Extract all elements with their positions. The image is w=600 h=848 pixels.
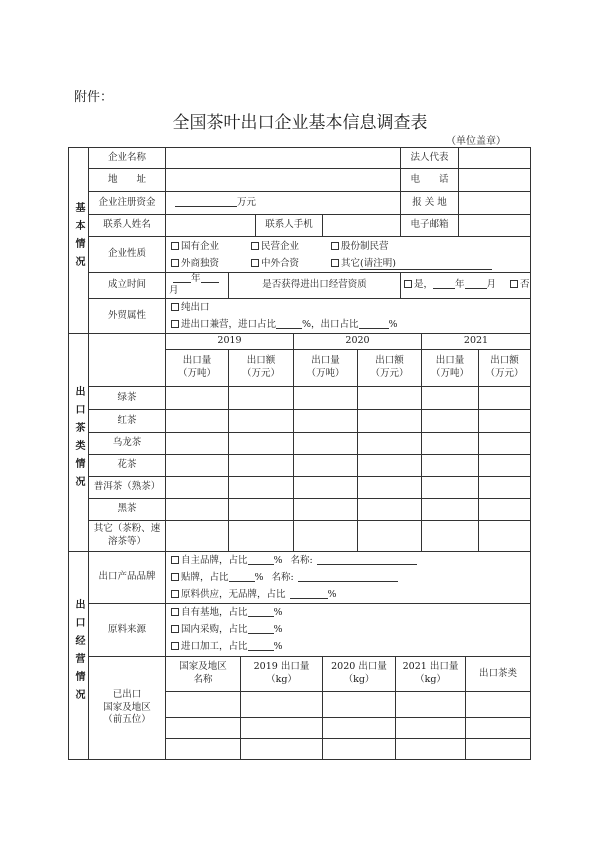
value-header-unit: （万元） bbox=[370, 367, 409, 379]
option-label: 进口加工，占比 bbox=[181, 641, 248, 653]
country-volume-2019-field[interactable] bbox=[241, 738, 323, 759]
oem-brand-name-field[interactable] bbox=[298, 572, 398, 582]
checkbox[interactable] bbox=[171, 259, 179, 267]
email-field[interactable] bbox=[459, 215, 531, 237]
brand-label: 出口产品品牌 bbox=[89, 551, 166, 603]
own-base-share-field[interactable] bbox=[248, 607, 274, 617]
tea-category-label: 普洱茶（熟茶） bbox=[89, 476, 166, 498]
country-volume-2021-field[interactable] bbox=[396, 738, 466, 759]
volume-2021-field[interactable] bbox=[422, 409, 479, 432]
source-option-import[interactable] bbox=[169, 638, 527, 655]
option-label: 进出口兼营，进口占比 bbox=[181, 318, 277, 330]
volume-2020-field[interactable] bbox=[294, 386, 358, 409]
value-2020-field[interactable] bbox=[358, 409, 422, 432]
country-volume-2020-field[interactable] bbox=[323, 717, 396, 738]
volume-2019-header: 2019 出口量（kg） bbox=[241, 656, 323, 691]
export-share-field[interactable] bbox=[359, 319, 389, 329]
volume-header bbox=[166, 349, 229, 386]
percent-sign: % bbox=[327, 588, 337, 600]
value-header-unit: （万元） bbox=[241, 367, 280, 379]
volume-2020-field[interactable] bbox=[294, 520, 358, 551]
volume-2021-field[interactable] bbox=[422, 432, 479, 454]
export-tea-table bbox=[68, 333, 531, 552]
percent-sign: % bbox=[273, 554, 283, 566]
value-2021-field[interactable] bbox=[479, 520, 531, 551]
basic-info-section-cell bbox=[69, 148, 89, 334]
company-type-options bbox=[166, 237, 531, 273]
tea-header-blank bbox=[89, 333, 166, 386]
option-label: 纯出口 bbox=[181, 301, 210, 313]
percent-sign: % bbox=[273, 607, 283, 619]
registered-capital-cell bbox=[166, 192, 401, 215]
country-volume-2021-field[interactable] bbox=[396, 691, 466, 717]
company-type-label: 企业性质 bbox=[89, 237, 166, 273]
option-label: 国内采购，占比 bbox=[181, 624, 248, 636]
year-2019-header: 2019 bbox=[166, 333, 294, 349]
country-name-field[interactable] bbox=[166, 691, 241, 717]
countries-label-line: 国家及地区 bbox=[103, 701, 151, 713]
volume-header bbox=[422, 349, 479, 386]
checkbox[interactable] bbox=[171, 573, 179, 581]
own-brand-name-field[interactable] bbox=[317, 555, 417, 565]
raw-supply-share-field[interactable] bbox=[290, 589, 328, 599]
value-2021-field[interactable] bbox=[479, 476, 531, 498]
volume-2019-field[interactable] bbox=[166, 498, 229, 520]
volume-2020-field[interactable] bbox=[294, 409, 358, 432]
qualification-year-field[interactable] bbox=[433, 279, 455, 289]
source-option-own-base[interactable] bbox=[169, 604, 527, 621]
option-label: 是， bbox=[414, 279, 434, 291]
source-label: 原料来源 bbox=[89, 603, 166, 656]
basic-info-table bbox=[68, 147, 531, 334]
value-header-name: 出口额 bbox=[490, 355, 519, 367]
option-label: 自有基地，占比 bbox=[181, 607, 248, 619]
checkbox[interactable] bbox=[404, 280, 412, 288]
checkbox[interactable] bbox=[171, 590, 179, 598]
volume-2020-field[interactable] bbox=[294, 454, 358, 476]
trade-qualification-options bbox=[401, 273, 531, 299]
percent-sign: % bbox=[273, 624, 283, 636]
country-tea-type-field[interactable] bbox=[466, 738, 531, 759]
tea-type-header: 出口茶类 bbox=[466, 656, 531, 691]
trade-option-export-only[interactable] bbox=[169, 299, 527, 316]
company-type-option-state-owned[interactable] bbox=[171, 238, 251, 255]
trade-qualification-label: 是否获得进出口经营资质 bbox=[229, 273, 401, 299]
value-2019-field[interactable] bbox=[229, 476, 294, 498]
year-2020-header: 2020 bbox=[294, 333, 422, 349]
volume-header bbox=[294, 349, 358, 386]
percent-sign: % bbox=[254, 571, 264, 583]
tea-category-label: 绿茶 bbox=[89, 386, 166, 409]
country-name-field[interactable] bbox=[166, 717, 241, 738]
value-2021-field[interactable] bbox=[479, 432, 531, 454]
country-volume-2020-field[interactable] bbox=[323, 691, 396, 717]
email-label: 电子邮箱 bbox=[401, 215, 459, 237]
tea-category-label: 红茶 bbox=[89, 409, 166, 432]
source-option-domestic[interactable] bbox=[169, 621, 527, 638]
founded-month-field[interactable] bbox=[201, 273, 219, 283]
percent-sign: % bbox=[273, 641, 283, 653]
founded-year-field[interactable] bbox=[173, 273, 191, 283]
company-type-option-joint-venture[interactable] bbox=[251, 255, 331, 272]
oem-share-field[interactable] bbox=[229, 572, 255, 582]
founded-label: 成立时间 bbox=[89, 273, 166, 299]
founded-cell bbox=[166, 273, 229, 299]
checkbox[interactable] bbox=[171, 320, 179, 328]
country-volume-2019-field[interactable] bbox=[241, 691, 323, 717]
company-type-option-private[interactable] bbox=[251, 238, 331, 255]
value-2020-field[interactable] bbox=[358, 498, 422, 520]
qualification-no-option[interactable] bbox=[510, 279, 530, 290]
volume-2019-field[interactable] bbox=[166, 476, 229, 498]
brand-option-oem[interactable] bbox=[169, 569, 527, 586]
volume-2019-field[interactable] bbox=[166, 386, 229, 409]
value-header-name: 出口额 bbox=[246, 355, 276, 367]
checkbox[interactable] bbox=[331, 259, 339, 267]
company-name-field[interactable] bbox=[166, 148, 401, 169]
checkbox[interactable] bbox=[171, 642, 179, 650]
export-operations-table bbox=[68, 551, 531, 760]
export-tea-section-label: 出口茶类情况 bbox=[73, 386, 84, 495]
value-2021-field[interactable] bbox=[479, 498, 531, 520]
countries-label-line: 已出口 bbox=[112, 689, 142, 701]
checkbox[interactable] bbox=[510, 280, 518, 288]
checkbox[interactable] bbox=[251, 259, 259, 267]
option-label: 原料供应，无品牌，占比 bbox=[181, 588, 286, 600]
export-operations-section-cell bbox=[69, 551, 89, 759]
seal-note: （单位盖章） bbox=[446, 136, 506, 147]
option-label: 中外合资 bbox=[261, 257, 300, 269]
year-suffix: 年 bbox=[191, 273, 201, 284]
volume-2020-field[interactable] bbox=[294, 498, 358, 520]
checkbox[interactable] bbox=[171, 625, 179, 633]
value-2019-field[interactable] bbox=[229, 432, 294, 454]
source-options bbox=[166, 603, 531, 656]
export-tea-section-cell bbox=[69, 333, 89, 551]
checkbox[interactable] bbox=[331, 242, 339, 250]
volume-header-unit: （万吨） bbox=[430, 367, 469, 379]
country-name-header-text: 国家及地区名称 bbox=[179, 661, 227, 685]
countries-label-line: （前五位） bbox=[103, 713, 151, 725]
option-label: 其它 bbox=[341, 257, 361, 269]
country-name-header bbox=[166, 656, 241, 691]
qualification-yes-option[interactable] bbox=[404, 279, 433, 290]
contact-mobile-label: 联系人手机 bbox=[256, 215, 323, 237]
percent-sign: % bbox=[388, 318, 398, 330]
company-type-option-foreign[interactable] bbox=[171, 255, 251, 272]
value-header bbox=[229, 349, 294, 386]
volume-2019-field[interactable] bbox=[166, 520, 229, 551]
year-suffix: 年 bbox=[455, 279, 465, 291]
tea-category-label: 乌龙茶 bbox=[89, 432, 166, 454]
country-volume-2019-field[interactable] bbox=[241, 717, 323, 738]
value-header bbox=[479, 349, 531, 386]
option-label: 民营企业 bbox=[261, 240, 300, 252]
value-2021-field[interactable] bbox=[479, 409, 531, 432]
volume-2021-field[interactable] bbox=[422, 520, 479, 551]
month-suffix: 月 bbox=[169, 285, 179, 297]
checkbox[interactable] bbox=[171, 303, 179, 311]
tea-category-label: 其它（茶粉、速溶茶等） bbox=[89, 520, 166, 551]
checkbox[interactable] bbox=[251, 242, 259, 250]
country-tea-type-field[interactable] bbox=[466, 691, 531, 717]
contact-name-field[interactable] bbox=[166, 215, 256, 237]
value-header-unit: （万元） bbox=[485, 367, 524, 379]
value-2019-field[interactable] bbox=[229, 454, 294, 476]
volume-2019-field[interactable] bbox=[166, 409, 229, 432]
year-2021-header: 2021 bbox=[422, 333, 531, 349]
country-name-field[interactable] bbox=[166, 738, 241, 759]
tea-category-label: 花茶 bbox=[89, 454, 166, 476]
phone-label: 电 话 bbox=[401, 169, 459, 192]
volume-2020-field[interactable] bbox=[294, 476, 358, 498]
legal-representative-field[interactable] bbox=[459, 148, 531, 169]
customs-port-field[interactable] bbox=[459, 192, 531, 215]
volume-2019-field[interactable] bbox=[166, 432, 229, 454]
checkbox[interactable] bbox=[171, 608, 179, 616]
tea-category-label: 黑茶 bbox=[89, 498, 166, 520]
option-label: %，出口占比 bbox=[302, 318, 359, 330]
value-header-name: 出口额 bbox=[375, 355, 404, 367]
registered-capital-label: 企业注册资金 bbox=[89, 192, 166, 215]
value-2019-field[interactable] bbox=[229, 520, 294, 551]
volume-2020-field[interactable] bbox=[294, 432, 358, 454]
capital-unit: 万元 bbox=[237, 196, 257, 208]
volume-header-name: 出口量 bbox=[311, 355, 340, 367]
brand-option-own[interactable] bbox=[169, 552, 527, 569]
value-2021-field[interactable] bbox=[479, 386, 531, 409]
brand-name-label: 名称: bbox=[271, 571, 294, 583]
value-2019-field[interactable] bbox=[229, 409, 294, 432]
option-label: 国有企业 bbox=[181, 240, 220, 252]
basic-info-section-label: 基本情况 bbox=[73, 202, 84, 275]
trade-type-options bbox=[166, 298, 531, 333]
export-operations-section-label: 出口经营情况 bbox=[73, 599, 84, 708]
volume-header-unit: （万吨） bbox=[177, 367, 216, 379]
address-label: 地 址 bbox=[89, 169, 166, 192]
value-2020-field[interactable] bbox=[358, 386, 422, 409]
trade-type-label: 外贸属性 bbox=[89, 298, 166, 333]
value-2020-field[interactable] bbox=[358, 520, 422, 551]
value-2020-field[interactable] bbox=[358, 476, 422, 498]
value-2020-field[interactable] bbox=[358, 432, 422, 454]
import-share-field[interactable] bbox=[276, 319, 302, 329]
volume-header-unit: （万吨） bbox=[306, 367, 345, 379]
survey-form bbox=[68, 147, 530, 760]
company-type-option-other[interactable] bbox=[331, 255, 492, 272]
value-header bbox=[358, 349, 422, 386]
qualification-month-field[interactable] bbox=[465, 279, 487, 289]
volume-header-name: 出口量 bbox=[182, 355, 212, 367]
volume-2021-header: 2021 出口量（kg） bbox=[396, 656, 466, 691]
company-type-option-joint-stock[interactable] bbox=[331, 238, 411, 255]
form-title: 全国茶叶出口企业基本信息调查表 bbox=[172, 113, 428, 133]
company-name-label: 企业名称 bbox=[89, 148, 166, 169]
value-2021-field[interactable] bbox=[479, 454, 531, 476]
address-field[interactable] bbox=[166, 169, 401, 192]
option-label: 自主品牌，占比 bbox=[181, 554, 248, 566]
month-suffix: 月 bbox=[486, 279, 497, 291]
option-label: 外商独资 bbox=[181, 257, 220, 269]
volume-2021-field[interactable] bbox=[422, 498, 479, 520]
country-tea-type-field[interactable] bbox=[466, 717, 531, 738]
domestic-share-field[interactable] bbox=[248, 624, 274, 634]
own-brand-share-field[interactable] bbox=[248, 555, 274, 565]
brand-name-label: 名称: bbox=[290, 554, 313, 566]
legal-representative-label: 法人代表 bbox=[401, 148, 459, 169]
option-label: 股份制民营 bbox=[341, 240, 389, 252]
volume-2021-field[interactable] bbox=[422, 476, 479, 498]
value-2019-field[interactable] bbox=[229, 498, 294, 520]
value-2019-field[interactable] bbox=[229, 386, 294, 409]
brand-options bbox=[166, 551, 531, 603]
registered-capital-field[interactable] bbox=[175, 197, 237, 207]
option-label: 否 bbox=[520, 279, 530, 291]
country-volume-2021-field[interactable] bbox=[396, 717, 466, 738]
other-note-field[interactable]: (请注明) bbox=[360, 258, 492, 270]
contact-mobile-field[interactable] bbox=[323, 215, 401, 237]
import-share-field[interactable] bbox=[248, 641, 274, 651]
value-2020-field[interactable] bbox=[358, 454, 422, 476]
trade-option-mixed[interactable] bbox=[169, 316, 527, 333]
volume-header-name: 出口量 bbox=[435, 355, 465, 367]
volume-2020-header: 2020 出口量（kg） bbox=[323, 656, 396, 691]
phone-field[interactable] bbox=[459, 169, 531, 192]
brand-option-raw-supply[interactable] bbox=[169, 586, 527, 603]
countries-label bbox=[89, 656, 166, 759]
volume-2019-field[interactable] bbox=[166, 454, 229, 476]
checkbox[interactable] bbox=[171, 556, 179, 564]
volume-2021-field[interactable] bbox=[422, 386, 479, 409]
checkbox[interactable] bbox=[171, 242, 179, 250]
contact-name-label: 联系人姓名 bbox=[89, 215, 166, 237]
option-label: 贴牌，占比 bbox=[181, 571, 229, 583]
attachment-label: 附件： bbox=[74, 90, 114, 105]
customs-port-label: 报 关 地 bbox=[401, 192, 459, 215]
volume-2021-field[interactable] bbox=[422, 454, 479, 476]
country-volume-2020-field[interactable] bbox=[323, 738, 396, 759]
